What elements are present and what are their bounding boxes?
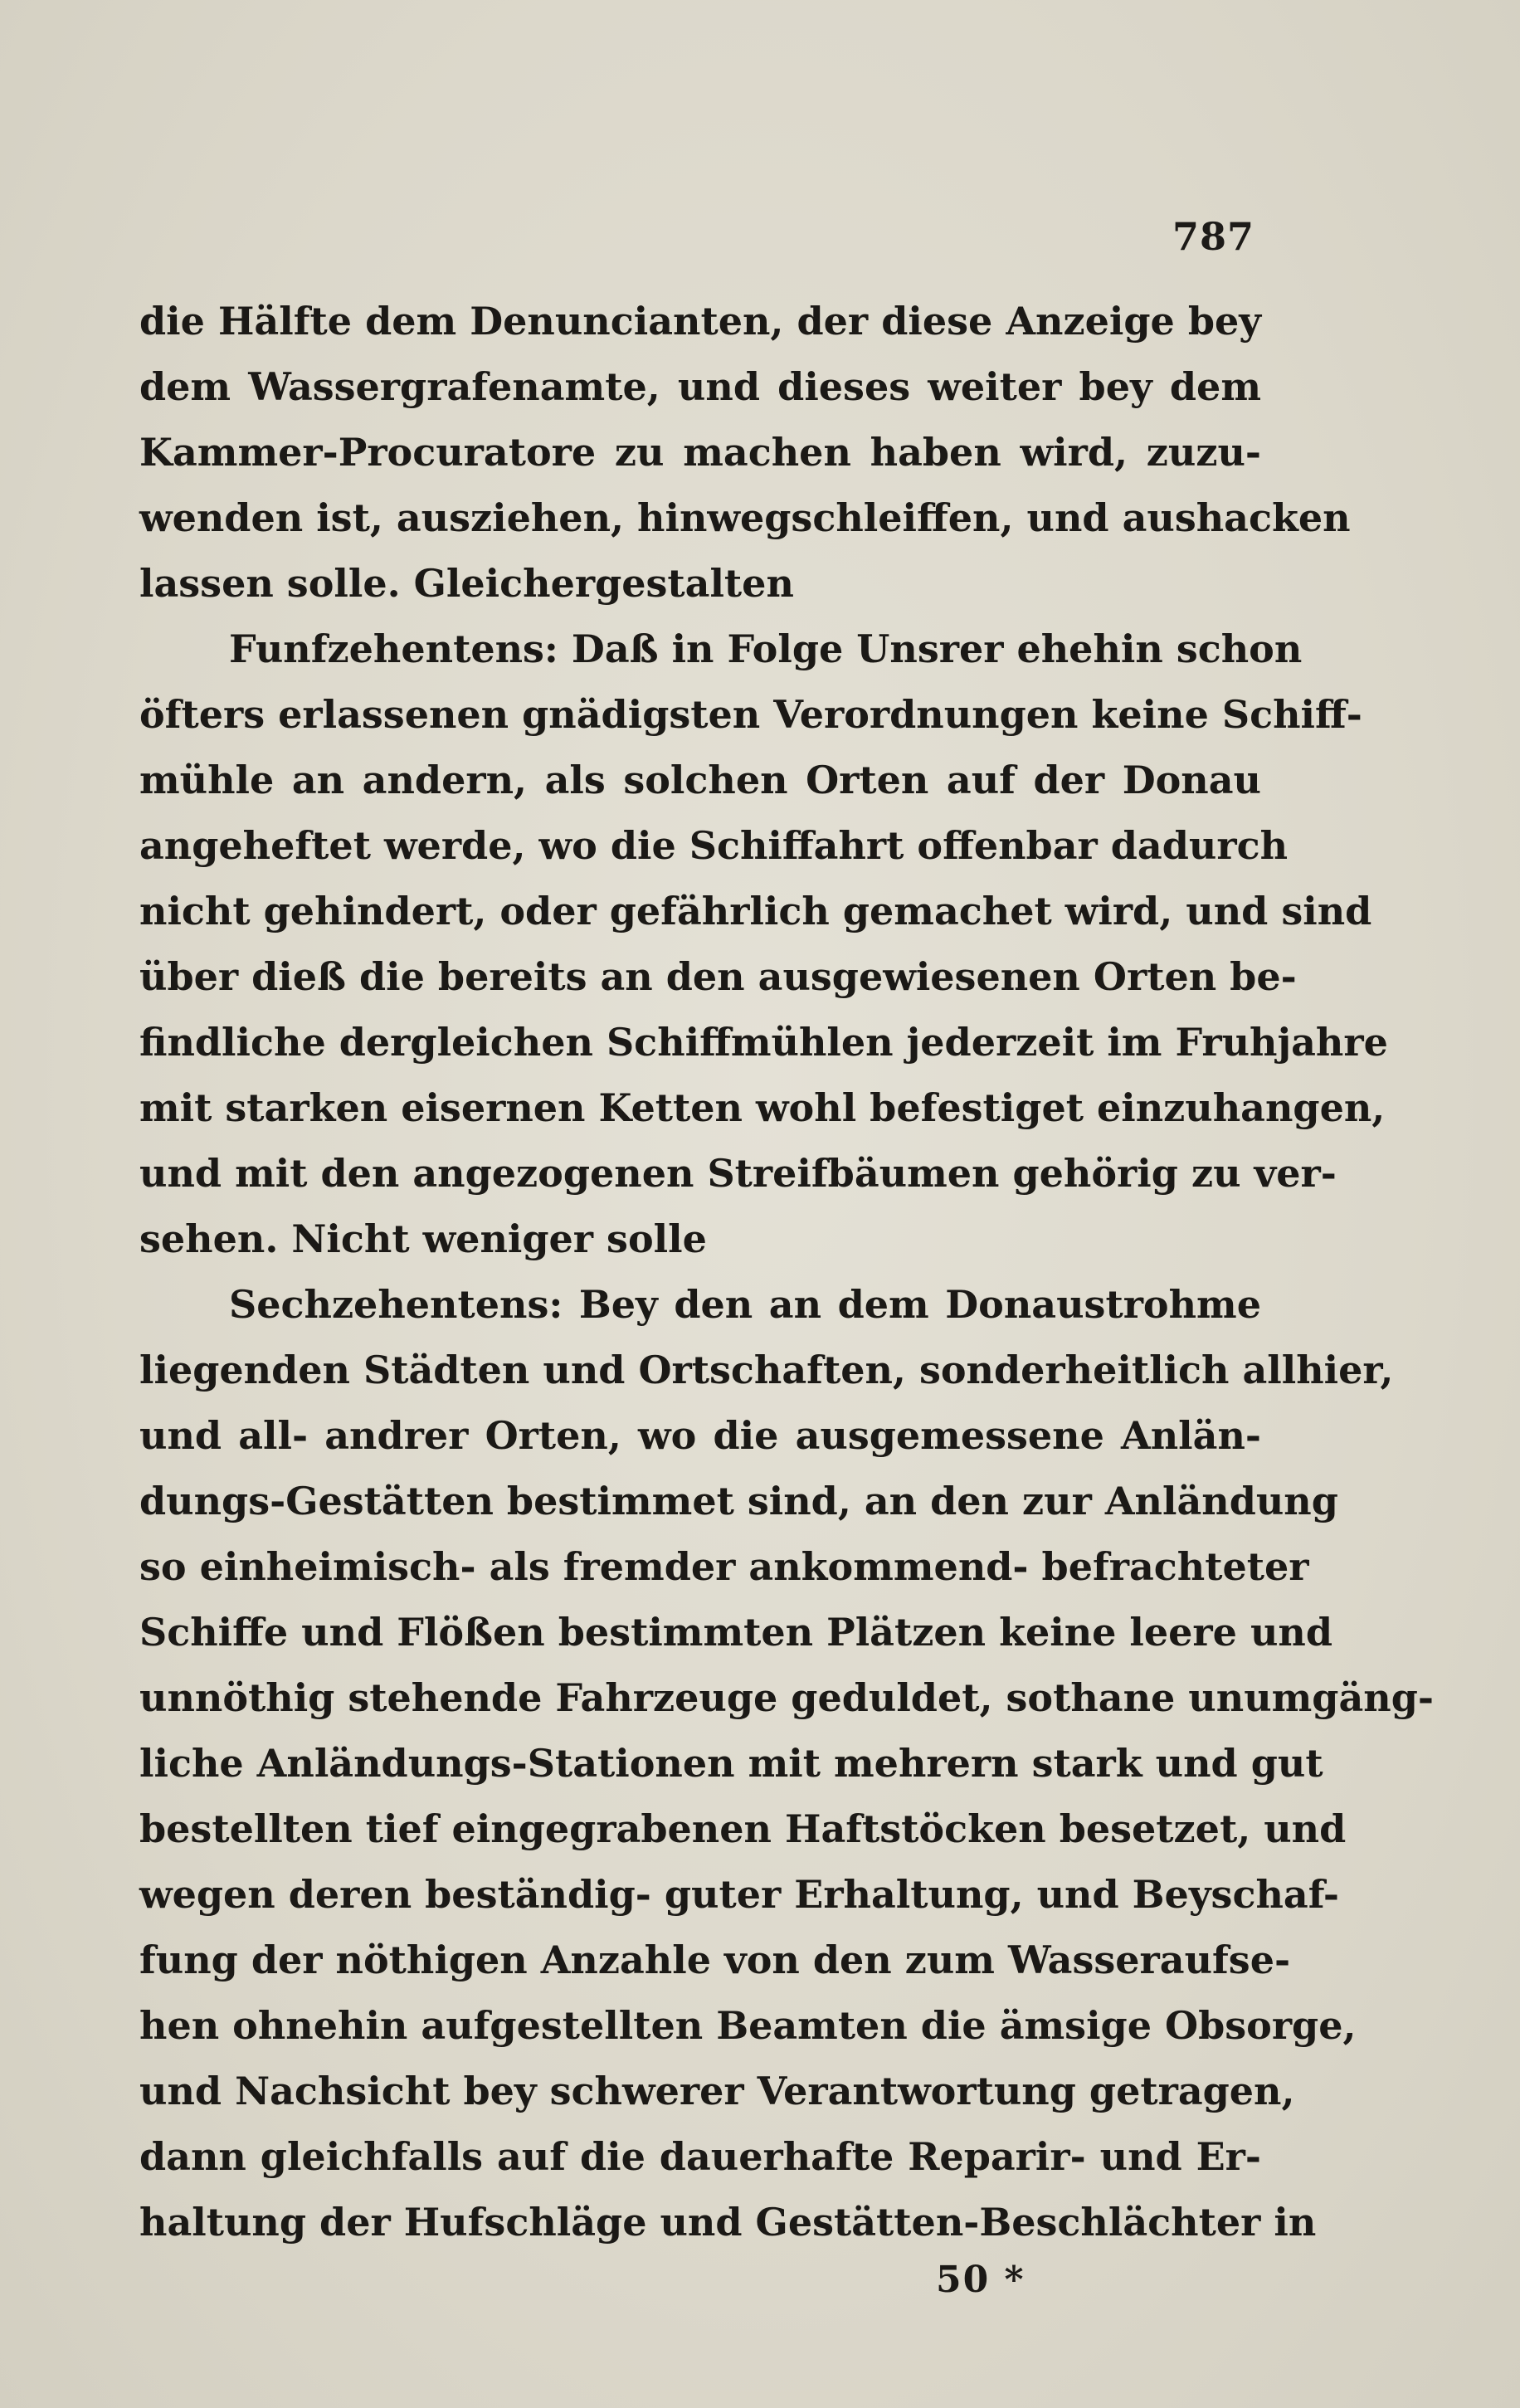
- text-line: wegen deren beständig- guter Erhaltung, und Beyschaf-: [139, 1872, 1339, 1917]
- text-line: lassen solle. Gleichergestalten: [139, 561, 794, 606]
- text-line: mühle an andern, als solchen Orten auf der Donau: [139, 758, 1261, 802]
- text-line: und Nachsicht bey schwerer Verantwortung getragen,: [139, 2069, 1295, 2113]
- text-line: öfters erlassenen gnädigsten Verordnungen keine Schiff-: [139, 692, 1362, 737]
- paragraph-heading-line: Sechzehentens: Bey den an dem Donaustrohme: [229, 1282, 1261, 1327]
- text-line: und all- andrer Orten, wo die ausgemessene Anlän-: [139, 1413, 1261, 1458]
- text-line: dem Wassergrafenamte, und dieses weiter bey dem: [139, 364, 1261, 409]
- text-line: fung der nöthigen Anzahle von den zum Wasseraufse-: [139, 1938, 1291, 1982]
- text-line: haltung der Hufschläge und Gestätten-Beschlächter in: [139, 2200, 1317, 2245]
- text-line: liegenden Städten und Ortschaften, sonderheitlich allhier,: [139, 1348, 1394, 1392]
- text-line: nicht gehindert, oder gefährlich gemachet wird, und sind: [139, 889, 1372, 933]
- text-line: über dieß die bereits an den ausgewiesenen Orten be-: [139, 954, 1297, 999]
- signature-mark: 50 *: [936, 2259, 1026, 2301]
- text-line: sehen. Nicht weniger solle: [139, 1216, 707, 1261]
- text-line: Kammer-Procuratore zu machen haben wird, zuzu-: [139, 430, 1261, 475]
- text-line: bestellten tief eingegrabenen Haftstöcken besetzet, und: [139, 1806, 1347, 1851]
- paragraph-heading-line: Funfzehentens: Daß in Folge Unsrer ehehin schon: [229, 626, 1303, 671]
- text-line: dann gleichfalls auf die dauerhafte Reparir- und Er-: [139, 2134, 1261, 2179]
- body-text: [139, 289, 1434, 2255]
- page-number: 787: [1172, 214, 1254, 259]
- text-line: liche Anländungs-Stationen mit mehrern stark und gut: [139, 1741, 1323, 1786]
- text-line: und mit den angezogenen Streifbäumen gehörig zu ver-: [139, 1151, 1337, 1196]
- text-line: wenden ist, ausziehen, hinwegschleiffen, und aushacken: [139, 495, 1351, 540]
- text-line: so einheimisch- als fremder ankommend- befrachteter: [139, 1544, 1309, 1589]
- text-line: dungs-Gestätten bestimmet sind, an den zur Anländung: [139, 1479, 1338, 1523]
- text-line: angeheftet werde, wo die Schiffahrt offenbar dadurch: [139, 823, 1289, 868]
- text-line: mit starken eisernen Ketten wohl befestiget einzuhangen,: [139, 1085, 1386, 1130]
- text-line: findliche dergleichen Schiffmühlen jederzeit im Fruhjahre: [139, 1020, 1388, 1065]
- text-line: Schiffe und Flößen bestimmten Plätzen keine leere und: [139, 1610, 1332, 1655]
- text-line: die Hälfte dem Denuncianten, der diese Anzeige bey: [139, 299, 1261, 344]
- text-line: unnöthig stehende Fahrzeuge geduldet, sothane unumgäng-: [139, 1675, 1434, 1720]
- text-line: hen ohnehin aufgestellten Beamten die ämsige Obsorge,: [139, 2003, 1357, 2048]
